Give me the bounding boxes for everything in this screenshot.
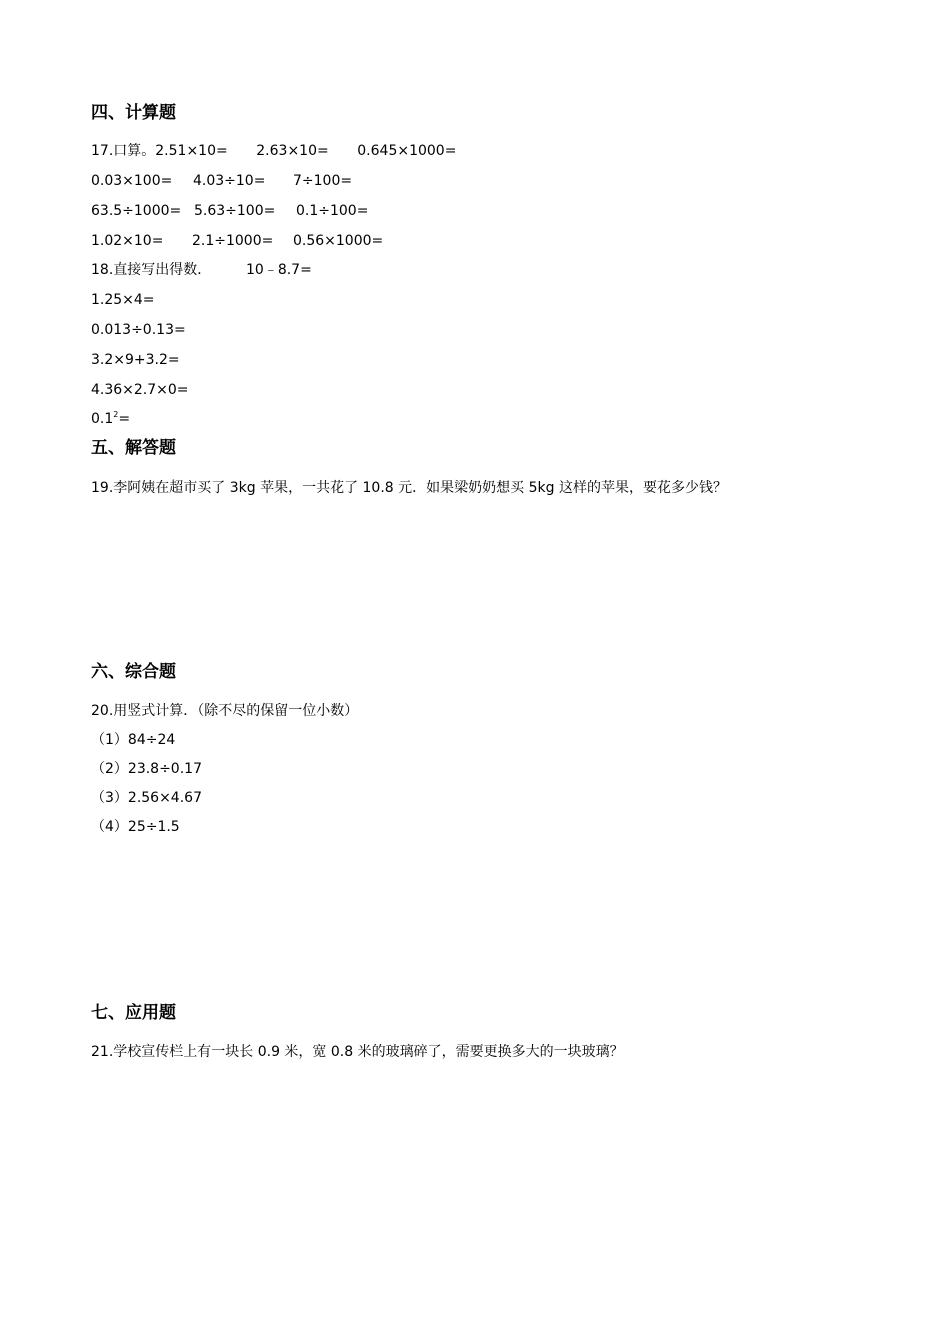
q17-item: 1.02×10= (91, 233, 164, 249)
q18-item: 0.013÷0.13= (91, 322, 186, 338)
q20-item: （4）25÷1.5 (91, 819, 180, 835)
q18-item-power (91, 410, 130, 428)
q20-item: （1）84÷24 (91, 732, 176, 748)
q17-item: 0.1÷100= (296, 203, 369, 219)
q18-power-exponent: 2 (113, 410, 119, 419)
q17-row-3 (91, 202, 368, 220)
q18-item: 4.36×2.7×0= (91, 382, 189, 398)
q18-item: 1.25×4= (91, 292, 155, 308)
q17-prefix: 17.口算。 (91, 143, 156, 159)
q18-item: 3.2×9+3.2= (91, 352, 180, 368)
q19-text: 19.李阿姨在超市买了 3kg 苹果，一共花了 10.8 元．如果梁奶奶想买 5kg 这样的苹果，要花多少钱？ (91, 480, 727, 496)
q17-item: 0.56×1000= (293, 233, 384, 249)
q18-power-base: 0.1 (91, 411, 114, 427)
q18-power-tail: = (118, 411, 131, 427)
q18-prefix: 18.直接写出得数． (91, 262, 212, 278)
q17-row-4 (91, 232, 383, 250)
q20-item: （2）23.8÷0.17 (91, 761, 202, 777)
q21-text: 21.学校宣传栏上有一块长 0.9 米，宽 0.8 米的玻璃碎了，需要更换多大的一块玻璃？ (91, 1044, 624, 1060)
q17-item: 2.63×10= (256, 143, 329, 159)
q17-item: 2.51×10= (155, 143, 228, 159)
q17-item: 0.645×1000= (357, 143, 457, 159)
q17-item: 7÷100= (293, 173, 353, 189)
section-7-title: 七、应用题 (91, 1003, 176, 1023)
section-5-title: 五、解答题 (91, 438, 176, 458)
q17-row-1 (91, 142, 456, 160)
q20-item: （3）2.56×4.67 (91, 790, 202, 806)
q17-item: 2.1÷1000= (192, 233, 274, 249)
q17-item: 4.03÷10= (193, 173, 266, 189)
section-6-title: 六、综合题 (91, 662, 176, 682)
q17-item: 5.63÷100= (194, 203, 276, 219)
q18-row-1 (91, 261, 312, 279)
q18-item: 10﹣8.7= (246, 262, 312, 278)
q20-text: 20.用竖式计算．（除不尽的保留一位小数） (91, 703, 359, 719)
q17-item: 0.03×100= (91, 173, 173, 189)
section-4-title: 四、计算题 (91, 103, 176, 123)
q17-row-2 (91, 172, 352, 190)
q17-item: 63.5÷1000= (91, 203, 182, 219)
